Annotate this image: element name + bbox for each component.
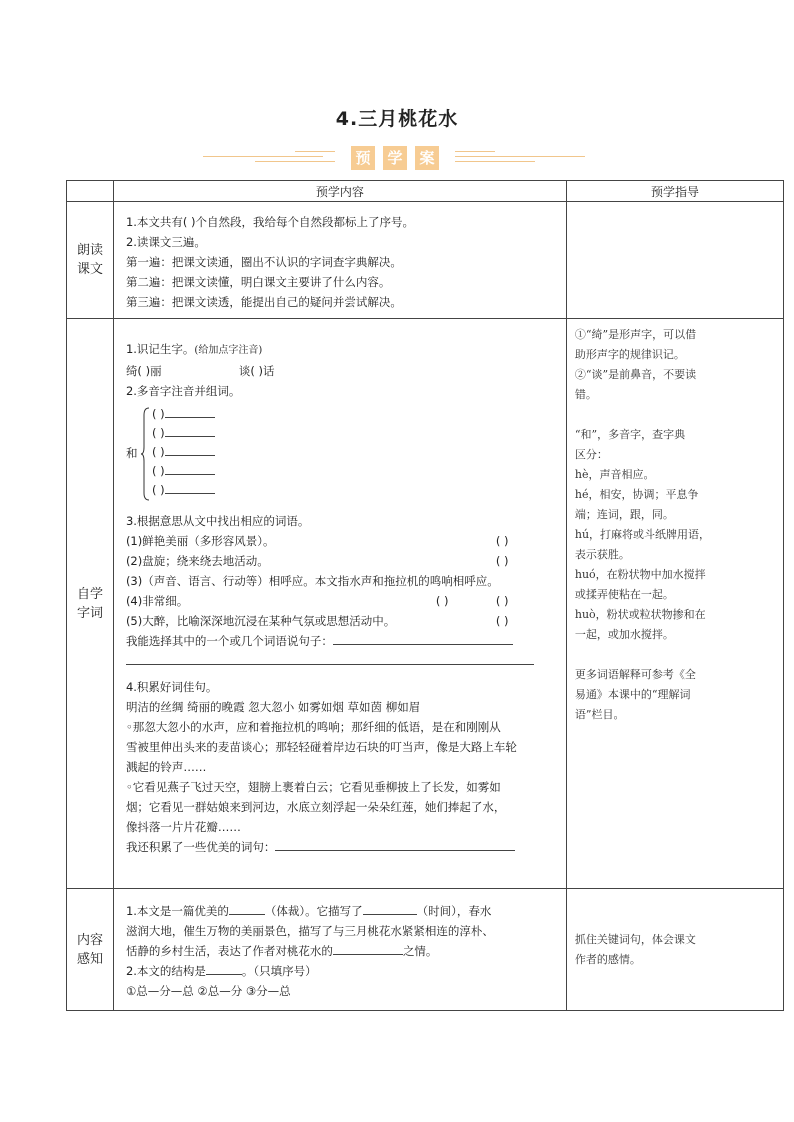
banner xyxy=(195,144,595,174)
section-words-content: 1.识记生字。(给加点字注音) 绮( )丽 谈( )话 2.多音字注音并组词。 和 ( ) ( ) ( ) ( ) ( ) 3.根据意思从文中找出相应的词语。 (1)鲜艳美丽（多形容风景）。 ( ) (2)盘旋；绕来绕去地活动。 ( ) (3)（声音、语言、行动等）相呼应。本文指水声和拖拉机的鸣响相呼应。 ( ) (4)非常细。 ( ) (5)大醉，比喻深深地沉浸在某种气氛或思想活动中。 ( ) 我能选择其中的一个或几个词语说句子： 4.积累好词佳句。 明洁的丝绸 绮丽的晚霞 忽大忽小 如雾如烟 草如茵 柳如眉 ◦那忽大忽小的水声，应和着拖拉机的鸣响；那纤细的低语，是在和刚刚从 雪被里伸出头来的麦苗谈心；那轻轻碰着岸边石块的叮当声，像是大路上车轮 溅起的铃声…… ◦它看见燕子飞过天空，翅膀上裹着白云；它看见垂柳披上了长发，如雾如 烟；它看见一群姑娘来到河边，水底立刻浮起一朵朵红莲，她们捧起了水， 像抖落一片片花瓣…… 我还积累了一些优美的词句： xyxy=(113,319,566,889)
page-title: 4.三月桃花水 xyxy=(335,108,459,130)
perception-line-1: 1.本文是一篇优美的 （体裁）。它描写了 （时间），春水 xyxy=(125,904,492,918)
q3-item-2: (2)盘旋；绕来绕去地活动。 ( ) xyxy=(125,554,509,568)
section-read-label: 朗读 课文 xyxy=(67,202,114,319)
table-header xyxy=(67,181,784,202)
q4-p2-line: ◦它看见燕子飞过天空，翅膀上裹着白云；它看见垂柳披上了长发，如雾如 xyxy=(125,780,501,794)
section-read xyxy=(67,202,784,319)
banner-char-3: 案 xyxy=(415,146,439,170)
section-perception-content xyxy=(113,889,566,1011)
read-line-5: 第三遍：把课文读透，能提出自己的疑问并尝试解决。 xyxy=(125,295,402,309)
perception-line-2: 滋润大地，催生万物的美丽景色，描写了与三月桃花水紧紧相连的淳朴、 xyxy=(125,924,494,938)
q3-item-5: (5)大醉，比喻深深地沉浸在某种气氛或思想活动中。 ( ) xyxy=(125,614,509,628)
section-words xyxy=(67,319,784,889)
q3-item-3: (3)（声音、语言、行动等）相呼应。本文指水声和拖拉机的鸣响相呼应。 xyxy=(125,574,499,588)
q4-p1-line: 溅起的铃声…… xyxy=(125,760,207,774)
q4-p1-line: 雪被里伸出头来的麦苗谈心；那轻轻碰着岸边石块的叮当声，像是大路上车轮 xyxy=(125,740,517,754)
section-perception-guide: 抓住关键词句，体会课文 作者的感情。 xyxy=(566,889,783,1011)
q1-items: 绮( )丽 谈( )话 xyxy=(125,364,275,378)
section-read-guide xyxy=(566,202,783,319)
polyphone-option: ( ) xyxy=(152,462,215,480)
perception-line-5: ①总—分—总 ②总—分 ③分—总 xyxy=(125,984,291,998)
banner-char-1: 预 xyxy=(351,146,375,170)
read-line-3: 第一遍：把课文读通，圈出不认识的字词查字典解决。 xyxy=(125,255,402,269)
section-perception-label: 内容 感知 xyxy=(67,889,114,1011)
section-words-guide: ①“绮”是形声字，可以借 助形声字的规律识记。 ②“谈”是前鼻音，不要读 错。 “和”，多音字，查字典 区分： hè，声音相应。 hé，相安，协调；平息争 端；连词，跟，同。 hú，打麻将或斗纸牌用语， 表示获胜。 huó，在粉状物中加水搅拌 或揉弄使粘在一起。 huò，粉状或粒状物掺和在 一起，或加水搅拌。 更多词语解释可参考《全 易通》本课中的“理解词 语”栏目。 xyxy=(566,319,783,889)
q3-item-4: (4)非常细。 ( ) xyxy=(125,594,449,608)
perception-line-3: 恬静的乡村生活，表达了作者对桃花水的 之情。 xyxy=(125,944,438,958)
header-content: 预学内容 xyxy=(113,181,566,202)
read-line-2: 2.读课文三遍。 xyxy=(125,235,206,249)
study-table xyxy=(66,180,784,1011)
q3-item-1: (1)鲜艳美丽（多形容风景）。 ( ) xyxy=(125,534,509,548)
polyphone-option: ( ) xyxy=(152,424,215,442)
read-line-1: 1.本文共有( )个自然段，我给每个自然段都标上了序号。 xyxy=(125,215,415,229)
header-guide: 预学指导 xyxy=(566,181,783,202)
polyphone-char: 和 xyxy=(125,446,138,460)
polyphone-block xyxy=(126,405,556,505)
banner-char-2: 学 xyxy=(383,146,407,170)
q2-title: 2.多音字注音并组词。 xyxy=(125,384,241,398)
q4-p2-line: 像抖落一片片花瓣…… xyxy=(125,820,241,834)
q3-sentence-line xyxy=(126,651,556,671)
q4-p1-line: ◦那忽大忽小的水声，应和着拖拉机的鸣响；那纤细的低语，是在和刚刚从 xyxy=(125,720,501,734)
q3-title: 3.根据意思从文中找出相应的词语。 xyxy=(125,514,310,528)
section-read-content xyxy=(113,202,566,319)
read-line-4: 第二遍：把课文读懂，明白课文主要讲了什么内容。 xyxy=(125,275,391,289)
q4-words: 明洁的丝绸 绮丽的晚霞 忽大忽小 如雾如烟 草如茵 柳如眉 xyxy=(125,700,421,714)
polyphone-option: ( ) xyxy=(152,481,215,499)
q3-sentence: 我能选择其中的一个或几个词语说句子： xyxy=(126,631,556,651)
polyphone-option: ( ) xyxy=(152,405,215,423)
section-words-label: 自学 字词 xyxy=(67,319,114,889)
q1-title: 1.识记生字。(给加点字注音) xyxy=(125,342,263,356)
brace-icon xyxy=(140,407,150,501)
q4-title: 4.积累好词佳句。 xyxy=(125,680,218,694)
section-perception xyxy=(67,889,784,1011)
q4-end: 我还积累了一些优美的词句： xyxy=(126,837,556,857)
q4-p2-line: 烟；它看见一群姑娘来到河边，水底立刻浮起一朵朵红莲，她们捧起了水， xyxy=(125,800,506,814)
polyphone-option: ( ) xyxy=(152,443,215,461)
perception-line-4: 2.本文的结构是 。（只填序号） xyxy=(125,964,317,978)
